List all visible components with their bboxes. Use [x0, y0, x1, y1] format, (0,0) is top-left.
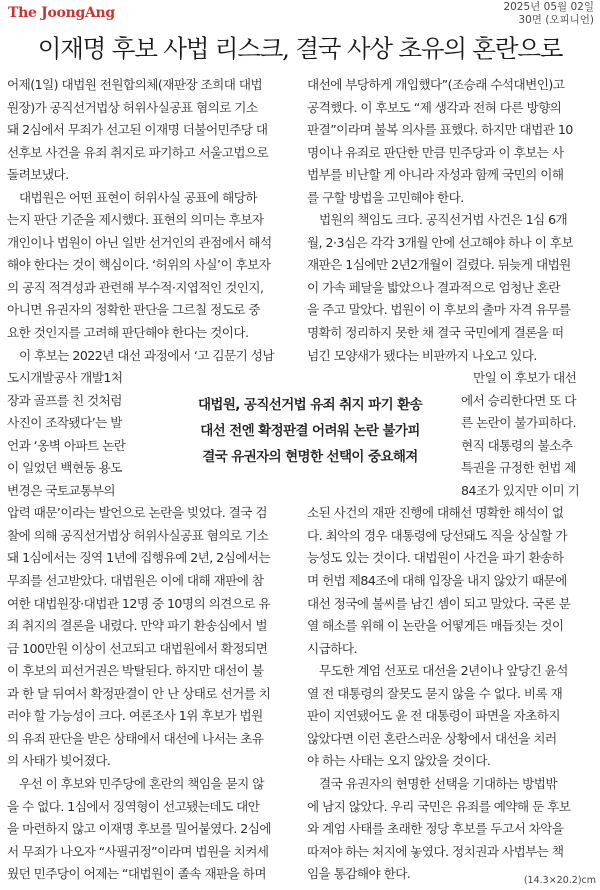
text-line: 재판은 1심에만 2년2개월이 걸렸다. 뒤늦게 대법원 [307, 257, 571, 273]
text-line: 사진이 조작됐다’는 발 [7, 415, 122, 431]
text-line: 이 일었던 백현동 용도 [7, 460, 122, 476]
text-line: 열 해소를 위해 이 논란을 어떻게든 매듭짓는 것이 [307, 618, 564, 634]
text-line: 특권을 규정한 헌법 제 [461, 460, 576, 476]
text-line: 대선에 부당하게 개입했다”(조승래 수석대변인)고 [307, 77, 565, 92]
text-line: 명이나 유죄로 판단한 만큼 민주당과 이 후보는 사 [307, 144, 564, 160]
pull-quote-line: 결국 유권자의 현명한 선택이 중요해져 [202, 449, 418, 465]
text-line: 않았다면 이런 혼란스러운 상황에서 대선을 치러 [307, 730, 557, 746]
text-line: 공격했다. 이 후보도 “제 생각과 전혀 다른 방향의 [307, 99, 562, 115]
text-line: 법원의 책임도 크다. 공직선거법 사건은 1심 6개 [319, 212, 568, 228]
pull-quote [165, 392, 455, 470]
text-line: 압력 때문’이라는 발언으로 논란을 빚었다. 결국 검 [7, 505, 267, 521]
text-line: 판결”이라며 불복 의사를 표했다. 하지만 대법관 10 [307, 122, 573, 138]
text-line: 무죄를 선고받았다. 대법원은 이에 대해 재판에 참 [7, 573, 264, 589]
text-line: 시급하다. [307, 640, 357, 656]
text-line: 언과 ‘옹벽 아파트 논란 [7, 437, 126, 453]
text-line: 개인이나 법원이 아닌 일반 선거인의 관점에서 해석 [7, 234, 272, 250]
text-line: 우선 이 후보와 민주당에 혼란의 책임을 묻지 않 [19, 775, 264, 791]
masthead-logo: The JoongAng [8, 5, 115, 21]
text-line: 열 전 대통령의 잘못도 묻지 않을 수 없다. 비록 재 [307, 685, 563, 701]
dateline [503, 1, 594, 27]
text-line: 법부를 비난할 게 아니라 자성과 함께 국민의 이해 [307, 167, 564, 183]
text-line: 돼 1심에서는 징역 1년에 집행유예 2년, 2심에서는 [7, 550, 271, 566]
pull-quote-line: 대선 전엔 확정판결 어려워 논란 불가피 [200, 423, 420, 439]
text-line: 는지 판단 기준을 제시했다. 표현의 의미는 후보자 [7, 212, 264, 228]
text-line: 넘긴 모양새가 됐다는 비판까지 나오고 있다. [307, 347, 537, 363]
text-line: 른 논란이 불가피하다. [461, 415, 576, 431]
text-line: 돌려보냈다. [7, 167, 69, 183]
text-line: 어제(1일) 대법원 전원합의체(재판장 조희대 대법 [7, 77, 263, 92]
text-line: 의 유죄 판단을 받은 상태에서 대선에 나서는 초유 [7, 730, 264, 746]
text-line: 이 후보의 피선거권은 박탈된다. 하지만 대선이 불 [7, 663, 264, 679]
right-column [307, 74, 591, 886]
pull-quote-line: 대법원, 공직선거법 유죄 취지 파기 환송 [197, 397, 423, 413]
text-line: 이 후보는 2022년 대선 과정에서 ‘고 김문기 성남 [19, 347, 274, 363]
text-line: 만일 이 후보가 대선 [473, 370, 577, 386]
text-line: 소된 사건의 재판 진행에 대해선 명확한 해석이 없 [307, 505, 564, 521]
text-line: 러야 할 가능성이 크다. 여론조사 1위 후보가 법원 [7, 708, 263, 724]
article-size-note: (14.3×20.2)cm [523, 875, 596, 886]
text-line: 다. 최악의 경우 대통령에 당선돼도 직을 상실할 가 [307, 527, 567, 543]
text-line: 대선 정국에 불씨를 남긴 셈이 되고 말았다. 국론 분 [307, 595, 571, 611]
text-line: 와 계엄 사태를 초래한 정당 후보를 두고서 차악을 [307, 821, 564, 837]
text-line: 명확히 정리하지 못한 채 결국 국민에게 결론을 떠 [307, 325, 564, 341]
text-line: 해야 한다는 것이 핵심이다. ‘허위의 사실’이 후보자 [7, 257, 271, 273]
text-line: 에 남지 않았다. 우리 국민은 유죄를 예약해 둔 후보 [307, 798, 571, 814]
text-line: 따져야 하는 처지에 놓였다. 정치권과 사법부는 책 [307, 843, 564, 859]
text-line: 도시개발공사 개발1처 [7, 370, 123, 386]
page-section: 30면 (오피니언) [518, 14, 594, 26]
text-line: 84조가 있지만 이미 기 [461, 482, 580, 498]
text-line: 를 구할 방법을 고민해야 한다. [307, 189, 464, 205]
text-line: 웠던 민주당이 어제는 “대법원이 졸속 재판을 하며 [7, 866, 267, 882]
text-line: 대법원은 어떤 표현이 허위사실 공표에 해당하 [19, 189, 257, 205]
text-line: 금 100만원 이상이 선고되고 대법원에서 확정되면 [7, 640, 268, 656]
text-line: 현직 대통령의 불소추 [461, 437, 573, 453]
text-line: 죄 취지의 결론을 내렸다. 만약 파기 환송심에서 벌 [7, 618, 267, 634]
text-line: 며 헌법 제84조에 대해 입장을 내지 않았기 때문에 [307, 573, 567, 589]
text-line: 요한 것인지를 고려해 판단해야 한다는 것이다. [7, 325, 249, 341]
text-line: 의 사태가 빚어졌다. [7, 753, 111, 769]
text-line: 무도한 계엄 선포로 대선을 2년이나 앞당긴 윤석 [319, 663, 568, 679]
publish-date: 2025년 05월 02일 [503, 1, 594, 13]
text-line: 결국 유권자의 현명한 선택을 기대하는 방법밖 [319, 775, 557, 791]
text-line: 판이 지연됐어도 윤 전 대통령이 파면을 자초하지 [307, 708, 561, 724]
headline: 이재명 후보 사법 리스크, 결국 사상 초유의 혼란으로 [37, 34, 563, 63]
text-line: 월, 2·3심은 각각 3개월 안에 선고해야 하나 이 후보 [307, 234, 573, 250]
text-line: 이 가속 페달을 밟았으나 결과적으로 엄청난 혼란 [307, 279, 561, 295]
text-line: 아니면 유권자의 정확한 판단을 그르칠 정도로 중 [7, 302, 261, 318]
text-line: 여한 대법원장·대법관 12명 중 10명의 의견으로 유 [7, 595, 271, 611]
text-line: 원장)가 공직선거법상 허위사실공표 혐의로 기소 [7, 99, 258, 115]
text-line: 의 공직 적격성과 관련해 부수적·지엽적인 것인지, [7, 279, 264, 295]
text-line: 능성도 있는 것이다. 대법원이 사건을 파기 환송하 [307, 550, 564, 566]
left-column [7, 74, 291, 886]
text-line: 찰에 의해 공직선거법상 허위사실공표 혐의로 기소 [7, 527, 269, 543]
text-line: 을 주고 말았다. 법원이 이 후보의 출마 자격 유무를 [307, 302, 571, 318]
text-line: 서 무죄가 나오자 “사필귀정”이라며 법원을 치켜세 [7, 843, 269, 859]
text-line: 선후보 사건을 유죄 취지로 파기하고 서울고법으로 [7, 144, 269, 160]
text-line: 장과 골프를 친 것처럼 [7, 392, 122, 408]
text-line: 변경은 국토교통부의 [7, 482, 115, 498]
text-line: 을 수 없다. 1심에서 징역형이 선고됐는데도 대안 [7, 798, 260, 814]
text-line: 임을 통감해야 한다. [307, 866, 411, 882]
text-line: 에서 승리한다면 또 다 [461, 392, 576, 408]
text-line: 야 하는 사태는 오지 않았을 것이다. [307, 753, 491, 769]
text-line: 을 마련하지 않고 이재명 후보를 밀어붙였다. 2심에 [7, 821, 271, 837]
text-line: 돼 2심에서 무죄가 선고된 이재명 더불어민주당 대 [7, 122, 268, 138]
text-line: 과 한 달 뒤여서 확정판결이 안 난 상태로 선거를 치 [7, 685, 271, 701]
